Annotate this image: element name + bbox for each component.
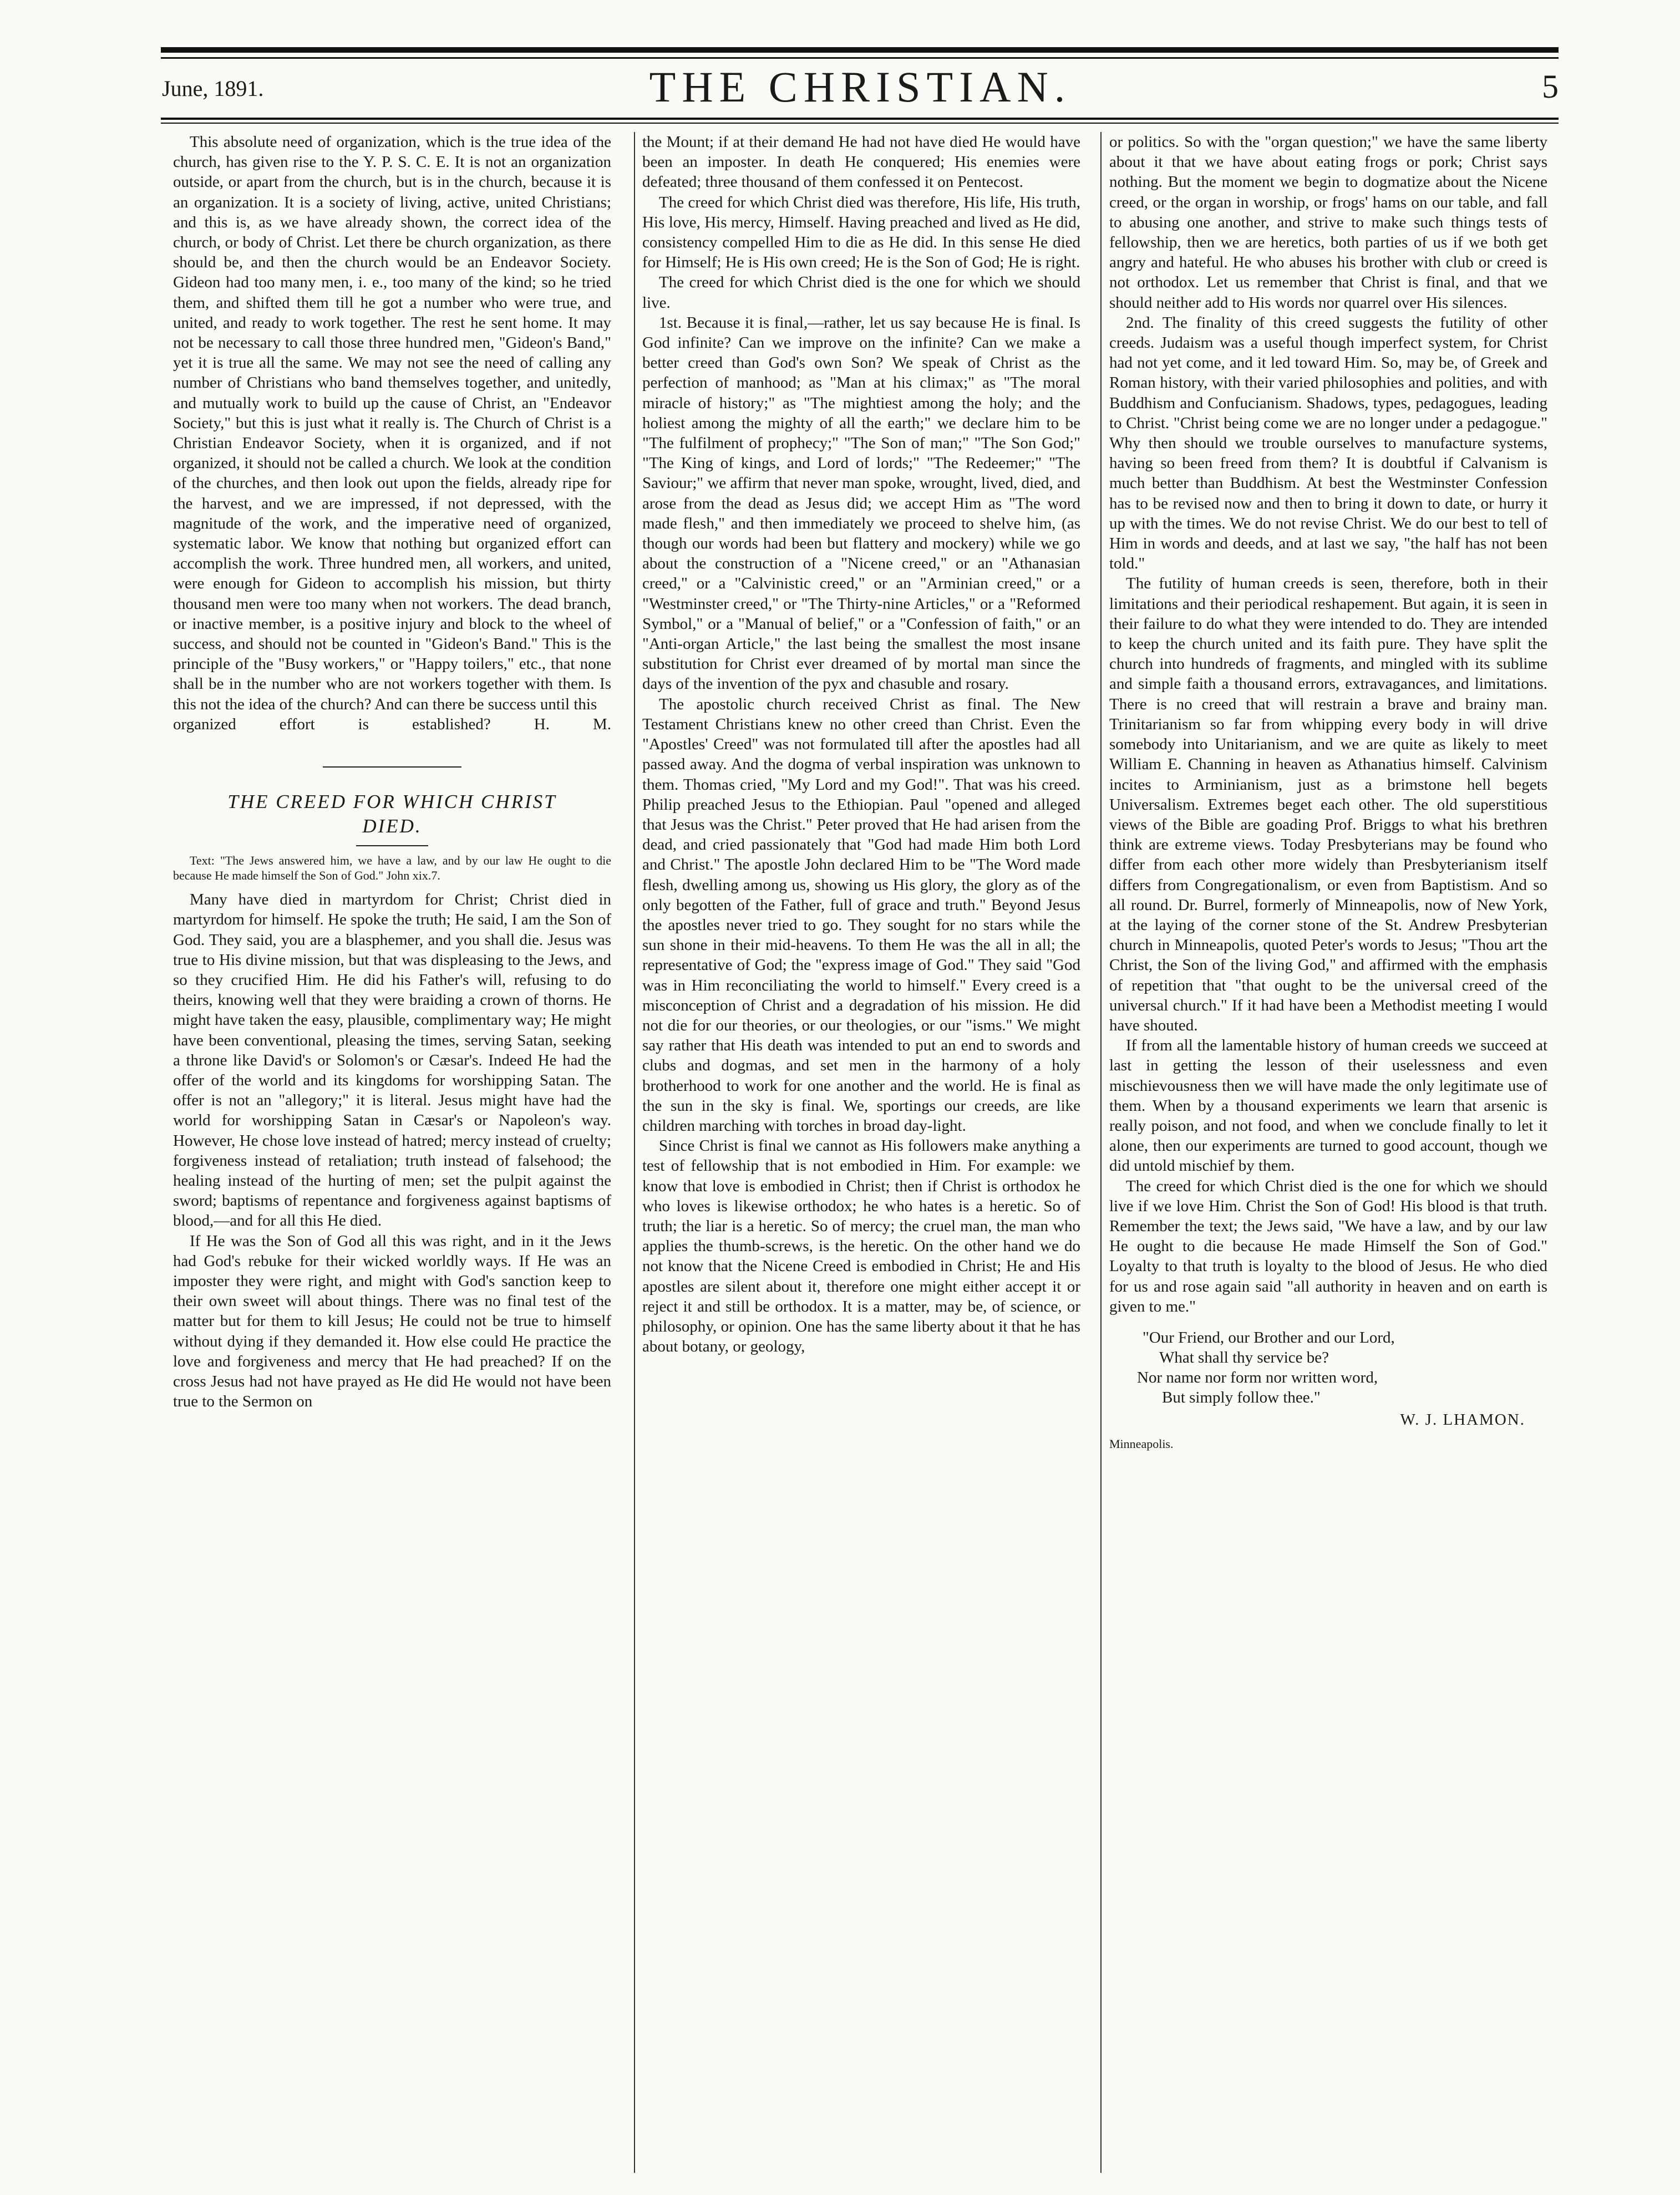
article-divider [323, 766, 461, 768]
header-rule-thin [161, 123, 1559, 124]
paragraph: or politics. So with the "organ question;" we have the same liberty about it that we have about eating frogs or pork; Christ says nothing. But the moment we begin to dogmatize about the Nicene creed, or the organ in worship, or frogs' hams on our table, and fall to abusing one another, and strive to make such things tests of fellowship, then we are heretics, both parties of us if we both get angry and hateful. He who abuses his brother with club or creed is not orthodox. Let us remember that Christ is final, and that we should neither add to His words nor quarrel over His silences. [1109, 133, 1547, 312]
paragraph: 2nd. The finality of this creed suggests the futility of other creeds. Judaism was a useful though imperfect system, for Christ had not yet come, and it led toward Him. So, may be, of Greek and Roman history, with their varied philosophies and polities, and with Buddhism and Confucianism. Shadows, types, pedagogues, leading to Christ. "Christ being come we are no longer under a pedagogue." Why then should we trouble ourselves to manufacture systems, having so been freed from them? It is doubtful if Calvanism is much better than Buddhism. At best the Westminster Confession has to be revised now and then to bring it down to date, or hurry it up with the times. We do not revise Christ. We do our best to tell of Him in words and deeds, and at last we say, "the half has not been told." [1109, 313, 1547, 573]
column-1 [173, 132, 611, 1411]
column-2 [642, 132, 1080, 1356]
paragraph: The apostolic church received Christ as final. The New Testament Christians knew no other creed than Christ. Even the "Apostles' Creed" was not formulated till after the apostles had all passed away. And the dogma of verbal inspiration was unknown to them. Thomas cried, "My Lord and my God!". That was his creed. Philip preached Jesus to the Ethiopian. Paul "opened and alleged that Jesus was the Christ." Peter proved that He had arisen from the dead, and cried passionately that "God had made Him both Lord and Christ." The apostle John declared Him to be "The Word made flesh, dwelling among us, showing us His glory, the glory as of the only begotten of the Father, full of grace and truth." Beyond Jesus the apostles never tried to go. They sought for no stars while the sun shone in their mid-heavens. To them He was the all in all; the representative of God; the "express image of God." They said "God was in Him reconciliating the world to himself." Every creed is a misconception of Christ and a degradation of his mission. He did not die for our theories, or our theologies, or our "isms." We might say rather that His death was intended to put an end to swords and clubs and dogmas, and set men in the harmony of a holy brotherhood to work for one another and the world. He is final as the sun in the sky is final. We, sportings our creeds, are like children marching with torches in broad day-light. [642, 695, 1080, 1135]
column-divider-2 [1100, 132, 1102, 2173]
paragraph: The futility of human creeds is seen, therefore, both in their limitations and their periodical reshapement. But again, it is seen in their failure to do what they were intended to do. They are intended to keep the church united and its faith pure. They have split the church into hundreds of fragments, and mingled with its sublime and simple faith a thousand errors, extravagances, and limitations. There is no creed that will restrain a brave and brainy man. Trinitarianism so far from whipping every body in will drive somebody into Unitarianism, and we are quite as likely to meet William E. Channing in heaven as Athanatius himself. Calvinism incites to Arminianism, just as a brimstone hell begets Universalism. Extremes beget each other. The old superstitious views of the Bible are goading Prof. Briggs to what his brethren think are extreme views. Today Presbyterians may be found who differ from each other more widely than Presbyterianism itself differs from Congregationalism, or even from Baptistism. And so all round. Dr. Burrel, formerly of Minneapolis, now of New York, at the laying of the corner stone of the St. Andrew Presbyterian church in Minneapolis, quoted Peter's words to Jesus; "Thou art the Christ, the Son of the living God," and affirmed with the emphasis of repetition that "that ought to be the universal creed of the universal church." If it had have been a Methodist meeting I would have shouted. [1109, 575, 1547, 1034]
column-divider-1 [634, 132, 635, 2173]
header-rule [161, 118, 1559, 120]
issue-date: June, 1891. [162, 76, 264, 101]
paragraph: the Mount; if at their demand He had not have died He would have been an imposter. In death He conquered; His enemies were defeated; three thousand of them confessed it on Pentecost. [642, 133, 1080, 191]
column-3 [1109, 132, 1547, 1454]
top-double-rule [161, 47, 1559, 53]
scripture-text-note: Text: "The Jews answered him, we have a law, and by our law He ought to die because He made himself the Son of God." John xix.7. [173, 853, 611, 883]
hymn-verse [1109, 1328, 1547, 1408]
author-location: Minneapolis. [1109, 1437, 1174, 1451]
closing-text: organized effort is established? [173, 715, 491, 733]
paragraph: Since Christ is final we cannot as His followers make anything a test of fellowship that is not embodied in Him. For example: we know that love is embodied in Christ; then if Christ is orthodox he who loves is likewise orthodox; he who hates is a heretic. So of truth; the liar is a heretic. So of mercy; the cruel man, the man who applies the thumb-screws, is the heretic. On the other hand we do not know that the Nicene Creed is embodied in Christ; He and His apostles are silent about it, therefore one might either accept it or reject it and still be orthodox. It is a matter, may be, of science, or philosophy, or opinion. One has the same liberty about it that he has about botany, or geology, [642, 1137, 1080, 1356]
verse-line: "Our Friend, our Brother and our Lord, [1143, 1328, 1395, 1347]
author-initials: H. M. [534, 715, 611, 733]
article-title-line-1: THE CREED FOR WHICH CHRIST [227, 791, 557, 813]
paragraph: If from all the lamentable history of human creeds we succeed at last in getting the lesson of their uselessness and even mischievousness then we will have made the only legitimate use of them. When by a thousand experiments we learn that arsenic is really poison, and not food, and when we conclude finally to let it alone, then our experiments are turned to good account, though we did untold mischief by them. [1109, 1036, 1547, 1175]
author-signature: W. J. LHAMON. [1400, 1410, 1525, 1429]
article-title-line-2: DIED. [362, 815, 422, 837]
paragraph: 1st. Because it is final,—rather, let us say because He is final. Is God infinite? Can we improve on the infinite? Can we make a better creed than God's own Son? We speak of Christ as the perfection of manhood; as "Man at his climax;" as "The moral miracle of history;" as "The mightiest among the holy; and the holiest among the mighty of all the earth;" we declare him to be "The fulfilment of prophecy;" "The Son of man;" "The Son God;" "The King of kings, and Lord of lords;" "The Redeemer;" "The Saviour;" we affirm that never man spoke, wrought, lived, died, and arose from the dead as Jesus did; we accept Him as "The word made flesh," and then immediately we proceed to shelve him, (as though our words had been but flattery and mockery) while we go about the construction of a "Nicene creed," or an "Athanasian creed," or a "Calvinistic creed," or an "Arminian creed," or a "Westminster creed," or "The Thirty-nine Articles," or a "Reformed Symbol," or a "Manual of belief," or a "Confession of faith," or an "Anti-organ Article," the last being the smallest the most insane substitution for Christ ever dreamed of by mortal man since the days of the invention of the pyx and chasuble and rosary. [642, 313, 1080, 693]
newspaper-title: THE CHRISTIAN. [649, 63, 1072, 111]
masthead [162, 62, 1559, 111]
page-number: 5 [1542, 68, 1559, 105]
top-rule-thin [161, 57, 1559, 59]
verse-line: What shall thy service be? [1159, 1348, 1329, 1366]
paragraph: The creed for which Christ died is the one for which we should live. [642, 273, 1080, 312]
verse-line: But simply follow thee." [1162, 1388, 1321, 1406]
paragraph: If He was the Son of God all this was right, and in it the Jews had God's rebuke for their wicked worldly ways. If He was an imposter they were right, and might with God's sanction keep to their own sweet will about things. There was no final test of the matter but for them to kill Jesus; He could not be true to himself without dying if they demanded it. How else could He practice the love and forgiveness and mercy that He had preached? If on the cross Jesus had not have prayed as He did He would not have been true to the Sermon on [173, 1232, 611, 1411]
paragraph: This absolute need of organization, which is the true idea of the church, has given rise to the Y. P. S. C. E. It is not an organization outside, or apart from the church, but is in the church, because it is an organization. It is a society of living, active, united Christians; and this is, as we have already shown, the correct idea of the church, or body of Christ. Let there be church organization, as there should be, and then the church would be an Endeavor Society. Gideon had too many men, i. e., too many of the kind; so he tried them, and shifted them till he got a number who were true, and united, and ready to work together. The rest he sent home. It may not be necessary to call those three hundred men, "Gideon's Band," yet it is true all the same. We may not see the need of calling any number of Christians who band themselves together, and unitedly, and mutually work to build up the cause of Christ, an "Endeavor Society," but this is just what it really is. The Church of Christ is a Christian Endeavor Society, when it is organized, and if not organized, it should not be called a church. We look at the condition of the churches, and then look out upon the fields, already ripe for the harvest, and we are impressed, if not depressed, with the magnitude of the work, and the imperative need of organized, systematic labor. We know that nothing but organized effort can accomplish the work. Three hundred men, all workers, and united, were enough for Gideon to accomplish his mission, but thirty thousand men were too many when not workers. The dead branch, or inactive member, is a positive injury and block to the wheel of success, and should not be counted in "Gideon's Band." This is the principle of the "Busy workers," or "Happy toilers," etc., that none shall be in the number who are not workers together with them. Is this not the idea of the church? And can there be success until this [173, 133, 611, 713]
paragraph: The creed for which Christ died was therefore, His life, His truth, His love, His mercy, Himself. Having preached and lived as He did, consistency compelled Him to die as He did. In this sense He died for Himself; He is His own creed; He is the Son of God; He is right. [642, 193, 1080, 272]
closing-line [173, 714, 611, 734]
article-title [173, 790, 611, 839]
paragraph: Many have died in martyrdom for Christ; Christ died in martyrdom for himself. He spoke the truth; He said, I am the Son of God. They said, you are a blasphemer, and you shall die. Jesus was true to His divine mission, but that was displeasing to the Jews, and so they crucified Him. He did his Father's will, refusing to do theirs, knowing well that they were braiding a crown of thorns. He might have taken the easy, plausible, complimentary way; He might have been conventional, pleasing the times, serving Satan, seeking a throne like David's or Solomon's or Cæsar's. Indeed He had the offer of the world and its kingdoms for worshipping Satan. The offer is not an "allegory;" it is literal. Jesus might have had the world for worshipping Satan in Cæsar's or Napoleon's way. However, He chose love instead of hatred; mercy instead of cruelty; forgiveness instead of retaliation; truth instead of falsehood; the healing instead of the hurting of men; set the pulpit against the sword; baptisms of repentance and forgiveness against baptisms of blood,—and for all this He died. [173, 891, 611, 1230]
verse-line: Nor name nor form nor written word, [1137, 1368, 1378, 1386]
title-rule [356, 845, 428, 846]
paragraph: The creed for which Christ died is the one for which we should live if we love Him. Christ the Son of God! His blood is that truth. Remember the text; the Jews said, "We have a law, and by our law He ought to die because He made Himself the Son of God." Loyalty to that truth is loyalty to the blood of Jesus. He who died for us and rose again said "all authority in heaven and on earth is given to me." [1109, 1177, 1547, 1315]
